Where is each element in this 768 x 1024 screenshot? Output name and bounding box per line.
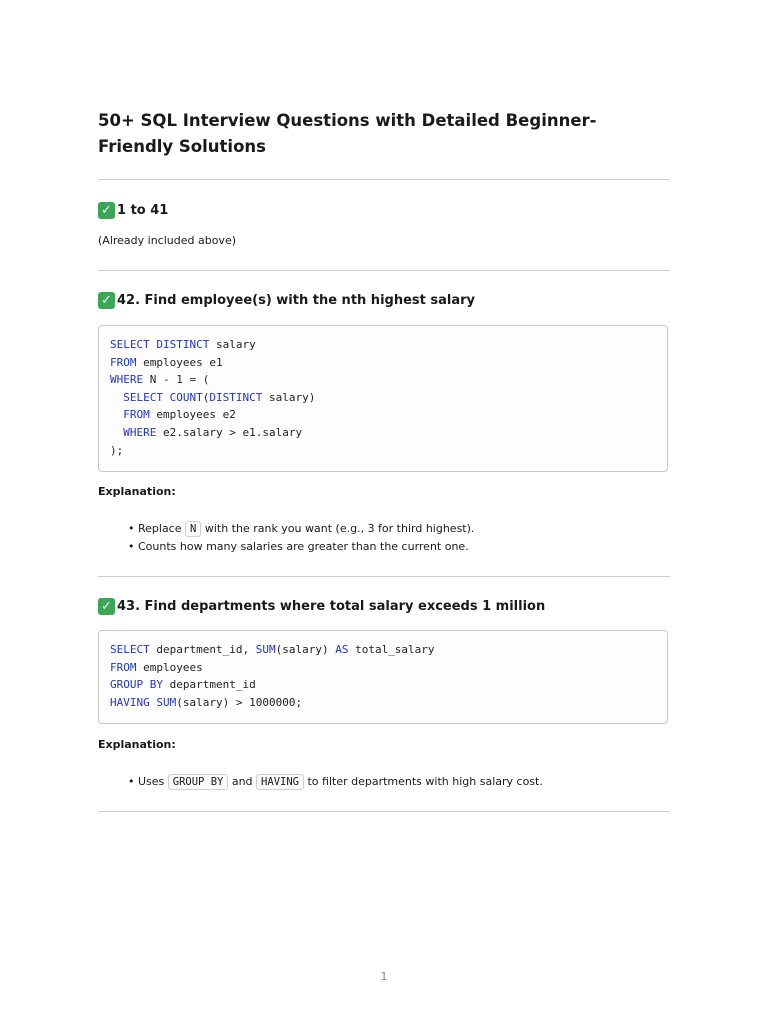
page-title: 50+ SQL Interview Questions with Detailed Beginner-Friendly Solutions — [98, 111, 597, 156]
code-line: WHERE N - 1 = ( — [110, 373, 210, 387]
code-block-43 — [98, 630, 668, 724]
heading-text: 1 to 41 — [117, 202, 169, 218]
code-line: WHERE e2.salary > e1.salary — [123, 425, 303, 439]
code-line: SELECT COUNT(DISTINCT salary) — [123, 390, 316, 404]
code-line: FROM employees e1 — [110, 355, 223, 369]
page-number: 1 — [380, 970, 388, 983]
explanation-label: Explanation: — [98, 485, 176, 498]
section-heading-42 — [98, 289, 475, 311]
code-line: SELECT department_id, SUM(salary) AS total_salary — [110, 643, 435, 656]
explanation-list — [128, 773, 543, 791]
divider — [98, 179, 670, 180]
explanation-label: Explanation: — [98, 738, 176, 751]
inline-code: N — [185, 521, 201, 537]
divider — [98, 270, 670, 271]
code-line: FROM employees e2 — [123, 408, 236, 422]
section-heading-1-41 — [98, 199, 168, 221]
heading-text: 43. Find departments where total salary exceeds 1 million — [117, 598, 546, 614]
divider — [98, 576, 670, 577]
code-line: SELECT DISTINCT salary — [110, 338, 256, 351]
code-line: GROUP BY department_id — [110, 678, 256, 692]
list-item: • Replace N with the rank you want (e.g., 3 for third highest). — [128, 522, 475, 535]
code-line: HAVING SUM(salary) > 1000000; — [110, 695, 303, 709]
section-heading-43 — [98, 595, 545, 617]
divider — [98, 811, 670, 812]
heading-text: 42. Find employee(s) with the nth highest salary — [117, 292, 476, 308]
explanation-list — [128, 520, 474, 556]
check-mark-icon: ✓ — [98, 598, 115, 615]
list-item: • Uses GROUP BY and HAVING to filter departments with high salary cost. — [128, 775, 543, 788]
check-mark-icon: ✓ — [98, 292, 115, 309]
inline-code: HAVING — [256, 774, 304, 790]
list-item: • Counts how many salaries are greater than the current one. — [128, 540, 469, 553]
code-line: ); — [110, 443, 124, 457]
inline-code: GROUP BY — [168, 774, 229, 790]
check-mark-icon: ✓ — [98, 202, 115, 219]
code-line: FROM employees — [110, 660, 203, 674]
section-note: (Already included above) — [98, 234, 237, 247]
code-block-42 — [98, 325, 668, 472]
